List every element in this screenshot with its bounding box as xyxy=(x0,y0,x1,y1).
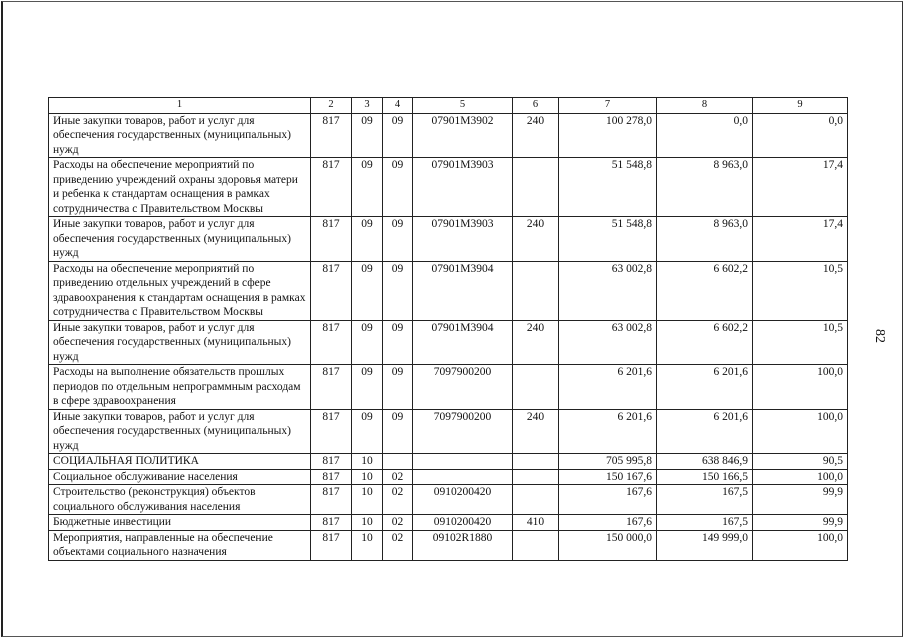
row-ved: 817 xyxy=(311,217,352,262)
budget-table xyxy=(48,97,848,561)
header-cell: 1 xyxy=(49,98,311,114)
row-plan: 705 995,8 xyxy=(559,454,657,470)
row-fact: 6 602,2 xyxy=(657,320,753,365)
row-pr: 09 xyxy=(383,261,413,320)
header-cell: 6 xyxy=(513,98,559,114)
row-ved: 817 xyxy=(311,261,352,320)
table-row xyxy=(49,485,848,515)
row-csr xyxy=(413,454,513,470)
table-row xyxy=(49,320,848,365)
page-number: 82 xyxy=(872,329,887,343)
row-pr: 09 xyxy=(383,158,413,217)
header-cell: 7 xyxy=(559,98,657,114)
row-fact: 6 201,6 xyxy=(657,409,753,454)
row-plan: 63 002,8 xyxy=(559,261,657,320)
table-row xyxy=(49,454,848,470)
table-row xyxy=(49,365,848,410)
row-vr xyxy=(513,485,559,515)
row-rz: 09 xyxy=(352,113,383,158)
row-fact: 167,5 xyxy=(657,485,753,515)
row-ved: 817 xyxy=(311,365,352,410)
row-pct: 10,5 xyxy=(753,261,848,320)
row-plan: 63 002,8 xyxy=(559,320,657,365)
row-csr: 07901M3902 xyxy=(413,113,513,158)
table-row xyxy=(49,217,848,262)
header-cell: 2 xyxy=(311,98,352,114)
row-name: Социальное обслуживание населения xyxy=(49,469,311,485)
row-csr: 0910200420 xyxy=(413,515,513,531)
row-vr xyxy=(513,365,559,410)
row-name: Иные закупки товаров, работ и услуг для обеспечения государственных (муниципальных) нужд xyxy=(49,217,311,262)
row-ved: 817 xyxy=(311,409,352,454)
row-pct: 100,0 xyxy=(753,530,848,560)
row-name: СОЦИАЛЬНАЯ ПОЛИТИКА xyxy=(49,454,311,470)
row-rz: 09 xyxy=(352,365,383,410)
table-row xyxy=(49,409,848,454)
row-plan: 51 548,8 xyxy=(559,217,657,262)
table-row xyxy=(49,530,848,560)
row-ved: 817 xyxy=(311,158,352,217)
row-plan: 150 167,6 xyxy=(559,469,657,485)
row-pr: 09 xyxy=(383,113,413,158)
header-cell: 4 xyxy=(383,98,413,114)
row-pr: 09 xyxy=(383,365,413,410)
row-vr: 240 xyxy=(513,217,559,262)
row-ved: 817 xyxy=(311,515,352,531)
table-row xyxy=(49,158,848,217)
row-vr: 240 xyxy=(513,409,559,454)
row-csr: 7097900200 xyxy=(413,365,513,410)
row-rz: 09 xyxy=(352,409,383,454)
row-fact: 8 963,0 xyxy=(657,158,753,217)
row-fact: 150 166,5 xyxy=(657,469,753,485)
row-csr: 0910200420 xyxy=(413,485,513,515)
row-ved: 817 xyxy=(311,469,352,485)
row-ved: 817 xyxy=(311,485,352,515)
row-csr: 7097900200 xyxy=(413,409,513,454)
row-vr xyxy=(513,454,559,470)
row-pr: 02 xyxy=(383,469,413,485)
row-pr: 02 xyxy=(383,530,413,560)
header-cell: 5 xyxy=(413,98,513,114)
row-fact: 8 963,0 xyxy=(657,217,753,262)
row-plan: 51 548,8 xyxy=(559,158,657,217)
row-pct: 100,0 xyxy=(753,365,848,410)
table-row xyxy=(49,469,848,485)
row-rz: 10 xyxy=(352,454,383,470)
row-vr xyxy=(513,158,559,217)
row-pr: 09 xyxy=(383,320,413,365)
row-vr: 240 xyxy=(513,320,559,365)
row-name: Расходы на обеспечение мероприятий по приведению отдельных учреждений в сфере здравоохранения к стандартам оснащения в рамках сотрудничества с Правительством Москвы xyxy=(49,261,311,320)
row-ved: 817 xyxy=(311,530,352,560)
header-row xyxy=(49,98,848,114)
row-name: Иные закупки товаров, работ и услуг для обеспечения государственных (муниципальных) нужд xyxy=(49,113,311,158)
row-pct: 17,4 xyxy=(753,158,848,217)
row-pr: 09 xyxy=(383,409,413,454)
row-pct: 99,9 xyxy=(753,485,848,515)
row-pr: 09 xyxy=(383,217,413,262)
row-name: Бюджетные инвестиции xyxy=(49,515,311,531)
row-plan: 6 201,6 xyxy=(559,365,657,410)
row-plan: 167,6 xyxy=(559,485,657,515)
row-pct: 0,0 xyxy=(753,113,848,158)
header-cell: 3 xyxy=(352,98,383,114)
table-row xyxy=(49,261,848,320)
row-fact: 638 846,9 xyxy=(657,454,753,470)
row-pct: 17,4 xyxy=(753,217,848,262)
row-rz: 10 xyxy=(352,515,383,531)
row-rz: 09 xyxy=(352,158,383,217)
table-row xyxy=(49,515,848,531)
row-csr: 07901M3904 xyxy=(413,320,513,365)
row-csr: 07901M3903 xyxy=(413,158,513,217)
row-fact: 149 999,0 xyxy=(657,530,753,560)
row-plan: 6 201,6 xyxy=(559,409,657,454)
row-name: Расходы на обеспечение мероприятий по приведению учреждений охраны здоровья матери и ребенка к стандартам оснащения в рамках сотрудничества с Правительством Москвы xyxy=(49,158,311,217)
row-vr: 410 xyxy=(513,515,559,531)
row-pct: 99,9 xyxy=(753,515,848,531)
row-rz: 10 xyxy=(352,530,383,560)
row-pr xyxy=(383,454,413,470)
row-name: Иные закупки товаров, работ и услуг для обеспечения государственных (муниципальных) нужд xyxy=(49,320,311,365)
row-pct: 100,0 xyxy=(753,409,848,454)
row-name: Иные закупки товаров, работ и услуг для обеспечения государственных (муниципальных) нужд xyxy=(49,409,311,454)
row-pct: 10,5 xyxy=(753,320,848,365)
row-ved: 817 xyxy=(311,113,352,158)
row-name: Расходы на выполнение обязательств прошлых периодов по отдельным непрограммным расходам в сфере здравоохранения xyxy=(49,365,311,410)
row-rz: 10 xyxy=(352,485,383,515)
row-plan: 100 278,0 xyxy=(559,113,657,158)
row-ved: 817 xyxy=(311,454,352,470)
row-csr: 09102R1880 xyxy=(413,530,513,560)
row-rz: 09 xyxy=(352,217,383,262)
row-name: Мероприятия, направленные на обеспечение объектами социального назначения xyxy=(49,530,311,560)
row-pr: 02 xyxy=(383,515,413,531)
table-row xyxy=(49,113,848,158)
row-rz: 09 xyxy=(352,261,383,320)
header-cell: 9 xyxy=(753,98,848,114)
row-plan: 167,6 xyxy=(559,515,657,531)
row-vr: 240 xyxy=(513,113,559,158)
header-cell: 8 xyxy=(657,98,753,114)
row-csr: 07901M3903 xyxy=(413,217,513,262)
row-pct: 100,0 xyxy=(753,469,848,485)
row-rz: 09 xyxy=(352,320,383,365)
row-name: Строительство (реконструкция) объектов социального обслуживания населения xyxy=(49,485,311,515)
row-plan: 150 000,0 xyxy=(559,530,657,560)
row-ved: 817 xyxy=(311,320,352,365)
row-csr: 07901M3904 xyxy=(413,261,513,320)
row-vr xyxy=(513,469,559,485)
row-csr xyxy=(413,469,513,485)
row-rz: 10 xyxy=(352,469,383,485)
row-pct: 90,5 xyxy=(753,454,848,470)
row-fact: 167,5 xyxy=(657,515,753,531)
row-vr xyxy=(513,530,559,560)
row-fact: 6 602,2 xyxy=(657,261,753,320)
row-fact: 6 201,6 xyxy=(657,365,753,410)
row-vr xyxy=(513,261,559,320)
row-pr: 02 xyxy=(383,485,413,515)
row-fact: 0,0 xyxy=(657,113,753,158)
